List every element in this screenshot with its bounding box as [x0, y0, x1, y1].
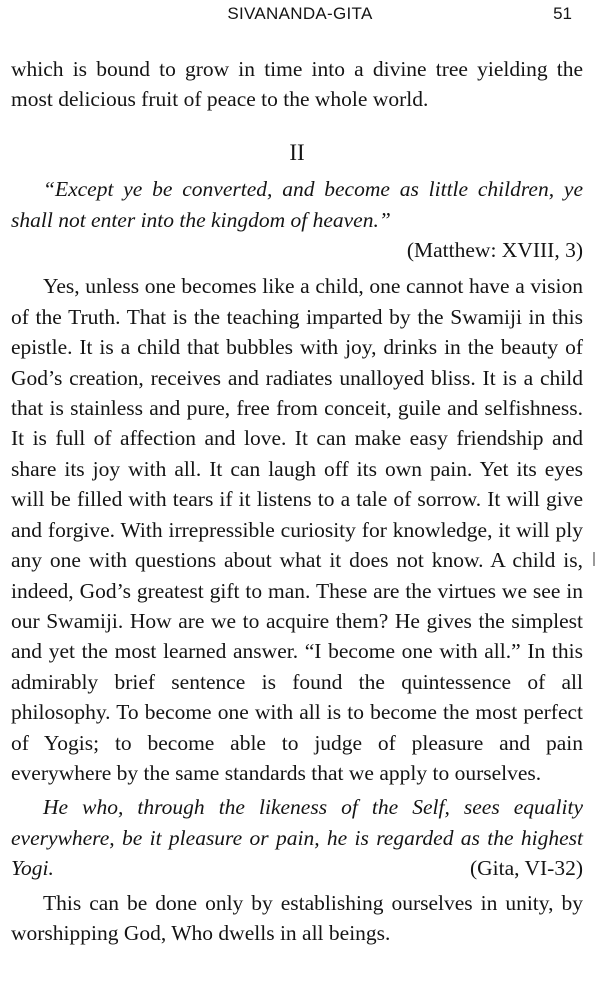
- gita-citation: (Gita, VI-32): [469, 856, 583, 881]
- page-number: 51: [553, 4, 572, 23]
- closing-paragraph: This can be done only by establishing ourselves in unity, by worshipping God, Who dwells in all beings.: [11, 890, 583, 945]
- margin-mark: [593, 552, 595, 566]
- running-head: SIVANANDA-GITA: [227, 4, 373, 23]
- page-header: [0, 4, 600, 28]
- bible-quote: “Except ye be converted, and become as little children, ye shall not enter into the kingdom of heaven.”: [11, 177, 583, 232]
- continuation-paragraph: which is bound to grow in time into a divine tree yielding the most delicious fruit of peace to the whole world.: [11, 57, 583, 112]
- section-number: II: [289, 139, 305, 165]
- bible-citation: (Matthew: XVIII, 3): [406, 238, 583, 263]
- main-paragraph: Yes, unless one becomes like a child, one cannot have a vision of the Truth. That is the teaching imparted by the Swamiji in this epistle. It is a child that bubbles with joy, drinks in the beauty of God’s creation, receives and radiates unalloyed bliss. It is a child that is stainless and pure, free from conceit, guile and selfishness. It is full of affection and love. It can make easy friendship and share its joy with all. It can laugh off its own pain. Yet its eyes will be filled with tears if it listens to a tale of sorrow. It will give and forgive. With irrepressible curiosity for knowledge, it will ply any one with questions about what it does not know. A child is, indeed, God’s greatest gift to man. These are the virtues we see in our Swamiji. How are we to acquire them? He gives the simplest and yet the most learned answer. “I become one with all.” In this admirably brief sentence is found the quintessence of all philosophy. To become one with all is to become the most perfect of Yogis; to become able to judge of pleasure and pain everywhere by the same standards that we apply to ourselves.: [11, 274, 583, 785]
- gita-quote: [11, 792, 583, 883]
- page-body: [11, 54, 583, 948]
- gita-quote-text: He who, through the likeness of the Self, sees equality everywhere, be it pleasure or pain, he is regarded as the highest Yogi.: [11, 795, 583, 881]
